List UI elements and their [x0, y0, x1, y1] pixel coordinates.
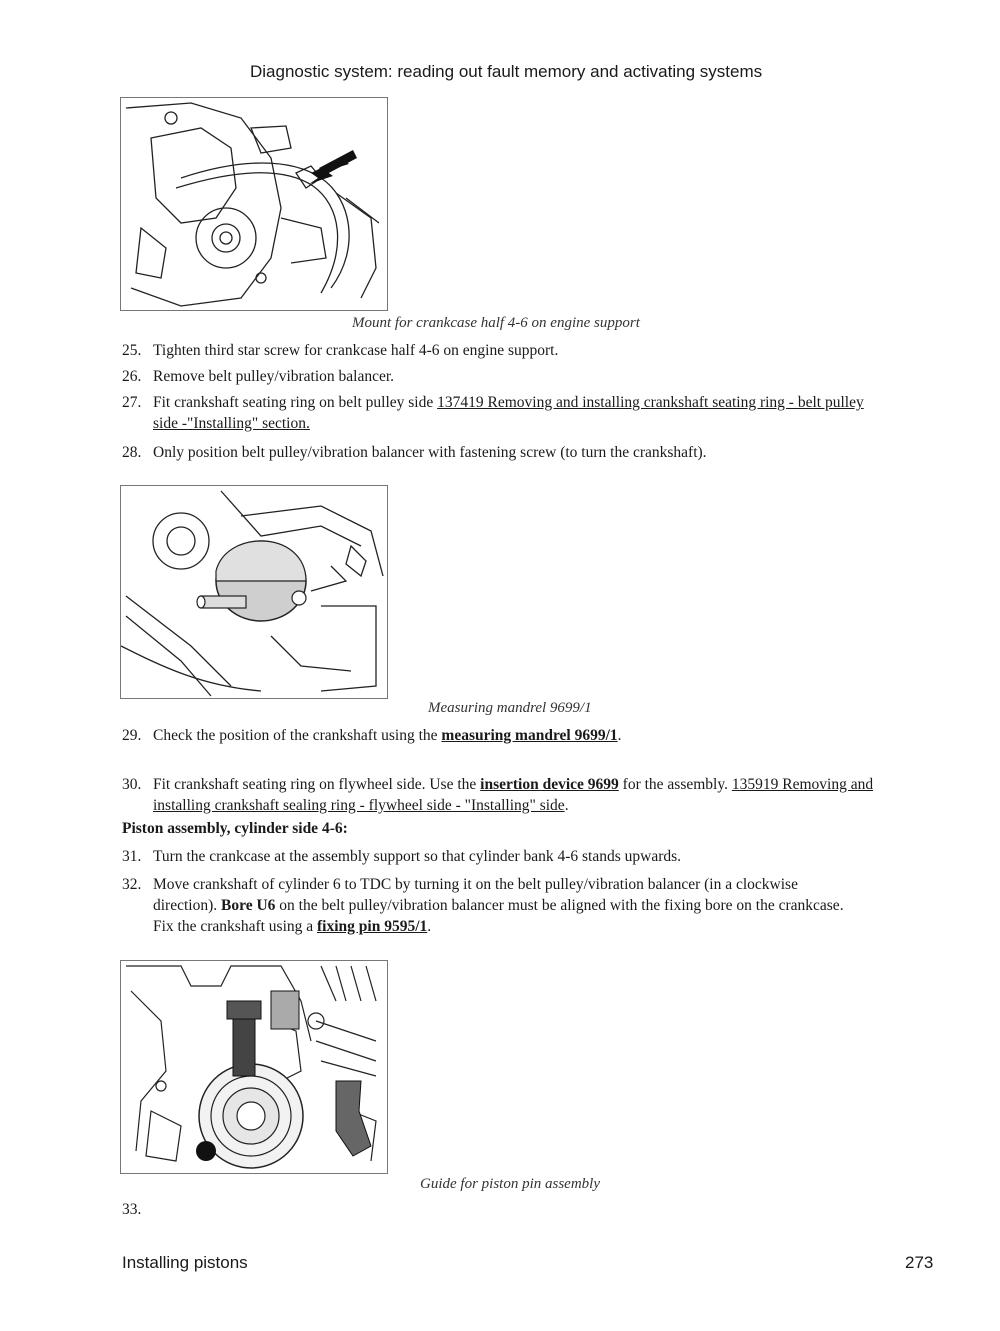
footer-section-title: Installing pistons [122, 1253, 248, 1272]
link-insertion-device[interactable]: insertion device 9699 [480, 776, 619, 793]
figure-piston-pin-guide [120, 960, 388, 1174]
section-subheading: Piston assembly, cylinder side 4-6: [122, 820, 348, 837]
figure-caption: Mount for crankcase half 4-6 on engine support [352, 315, 640, 331]
figure-caption: Measuring mandrel 9699/1 [428, 700, 592, 716]
step-28: 28. Only position belt pulley/vibration balancer with fastening screw (to turn the crankshaft). [122, 444, 707, 461]
figure-measuring-mandrel [120, 485, 388, 699]
step-30: 30. Fit crankshaft seating ring on flywheel side. Use the insertion device 9699 for the assembly. 135919 Removing and installing crankshaft sealing ring - flywheel side - "Installing" side. [122, 776, 874, 814]
figure-caption: Guide for piston pin assembly [420, 1176, 600, 1192]
link-crankshaft-sealing-ring-flywheel[interactable]: 135919 Removing and installing crankshaft sealing ring - flywheel side - "Installing" side [153, 776, 874, 814]
figure-crankcase-mount [120, 97, 388, 311]
link-crankshaft-seating-ring-belt-pulley[interactable]: 137419 Removing and installing crankshaft seating ring - belt pulley side -"Installing" section. [153, 394, 864, 432]
step-29: 29. Check the position of the crankshaft using the measuring mandrel 9699/1. [122, 727, 622, 744]
mandrel-drawing [121, 486, 387, 698]
page-header: Diagnostic system: reading out fault memory and activating systems [250, 62, 763, 81]
step-31: 31. Turn the crankcase at the assembly support so that cylinder bank 4-6 stands upwards. [122, 848, 682, 865]
step-25: 25. Tighten third star screw for crankcase half 4-6 on engine support. [122, 342, 559, 359]
engine-mount-drawing [121, 98, 387, 310]
piston-guide-drawing [121, 961, 387, 1173]
step-27: 27. Fit crankshaft seating ring on belt pulley side 137419 Removing and installing crankshaft seating ring - belt pulley side -"Installing" section. [122, 394, 864, 432]
link-fixing-pin[interactable]: fixing pin 9595/1 [317, 918, 428, 935]
link-measuring-mandrel[interactable]: measuring mandrel 9699/1 [441, 727, 618, 744]
step-26: 26. Remove belt pulley/vibration balancer. [122, 368, 395, 385]
step-32: 32. Move crankshaft of cylinder 6 to TDC by turning it on the belt pulley/vibration balancer (in a clockwise direction). Bore U6 on the belt pulley/vibration balancer must be aligned with the fixing bore on the crankcase. Fix the crankshaft using a fixing pin 9595/1. [122, 876, 844, 935]
page-number: 273 [905, 1253, 934, 1272]
